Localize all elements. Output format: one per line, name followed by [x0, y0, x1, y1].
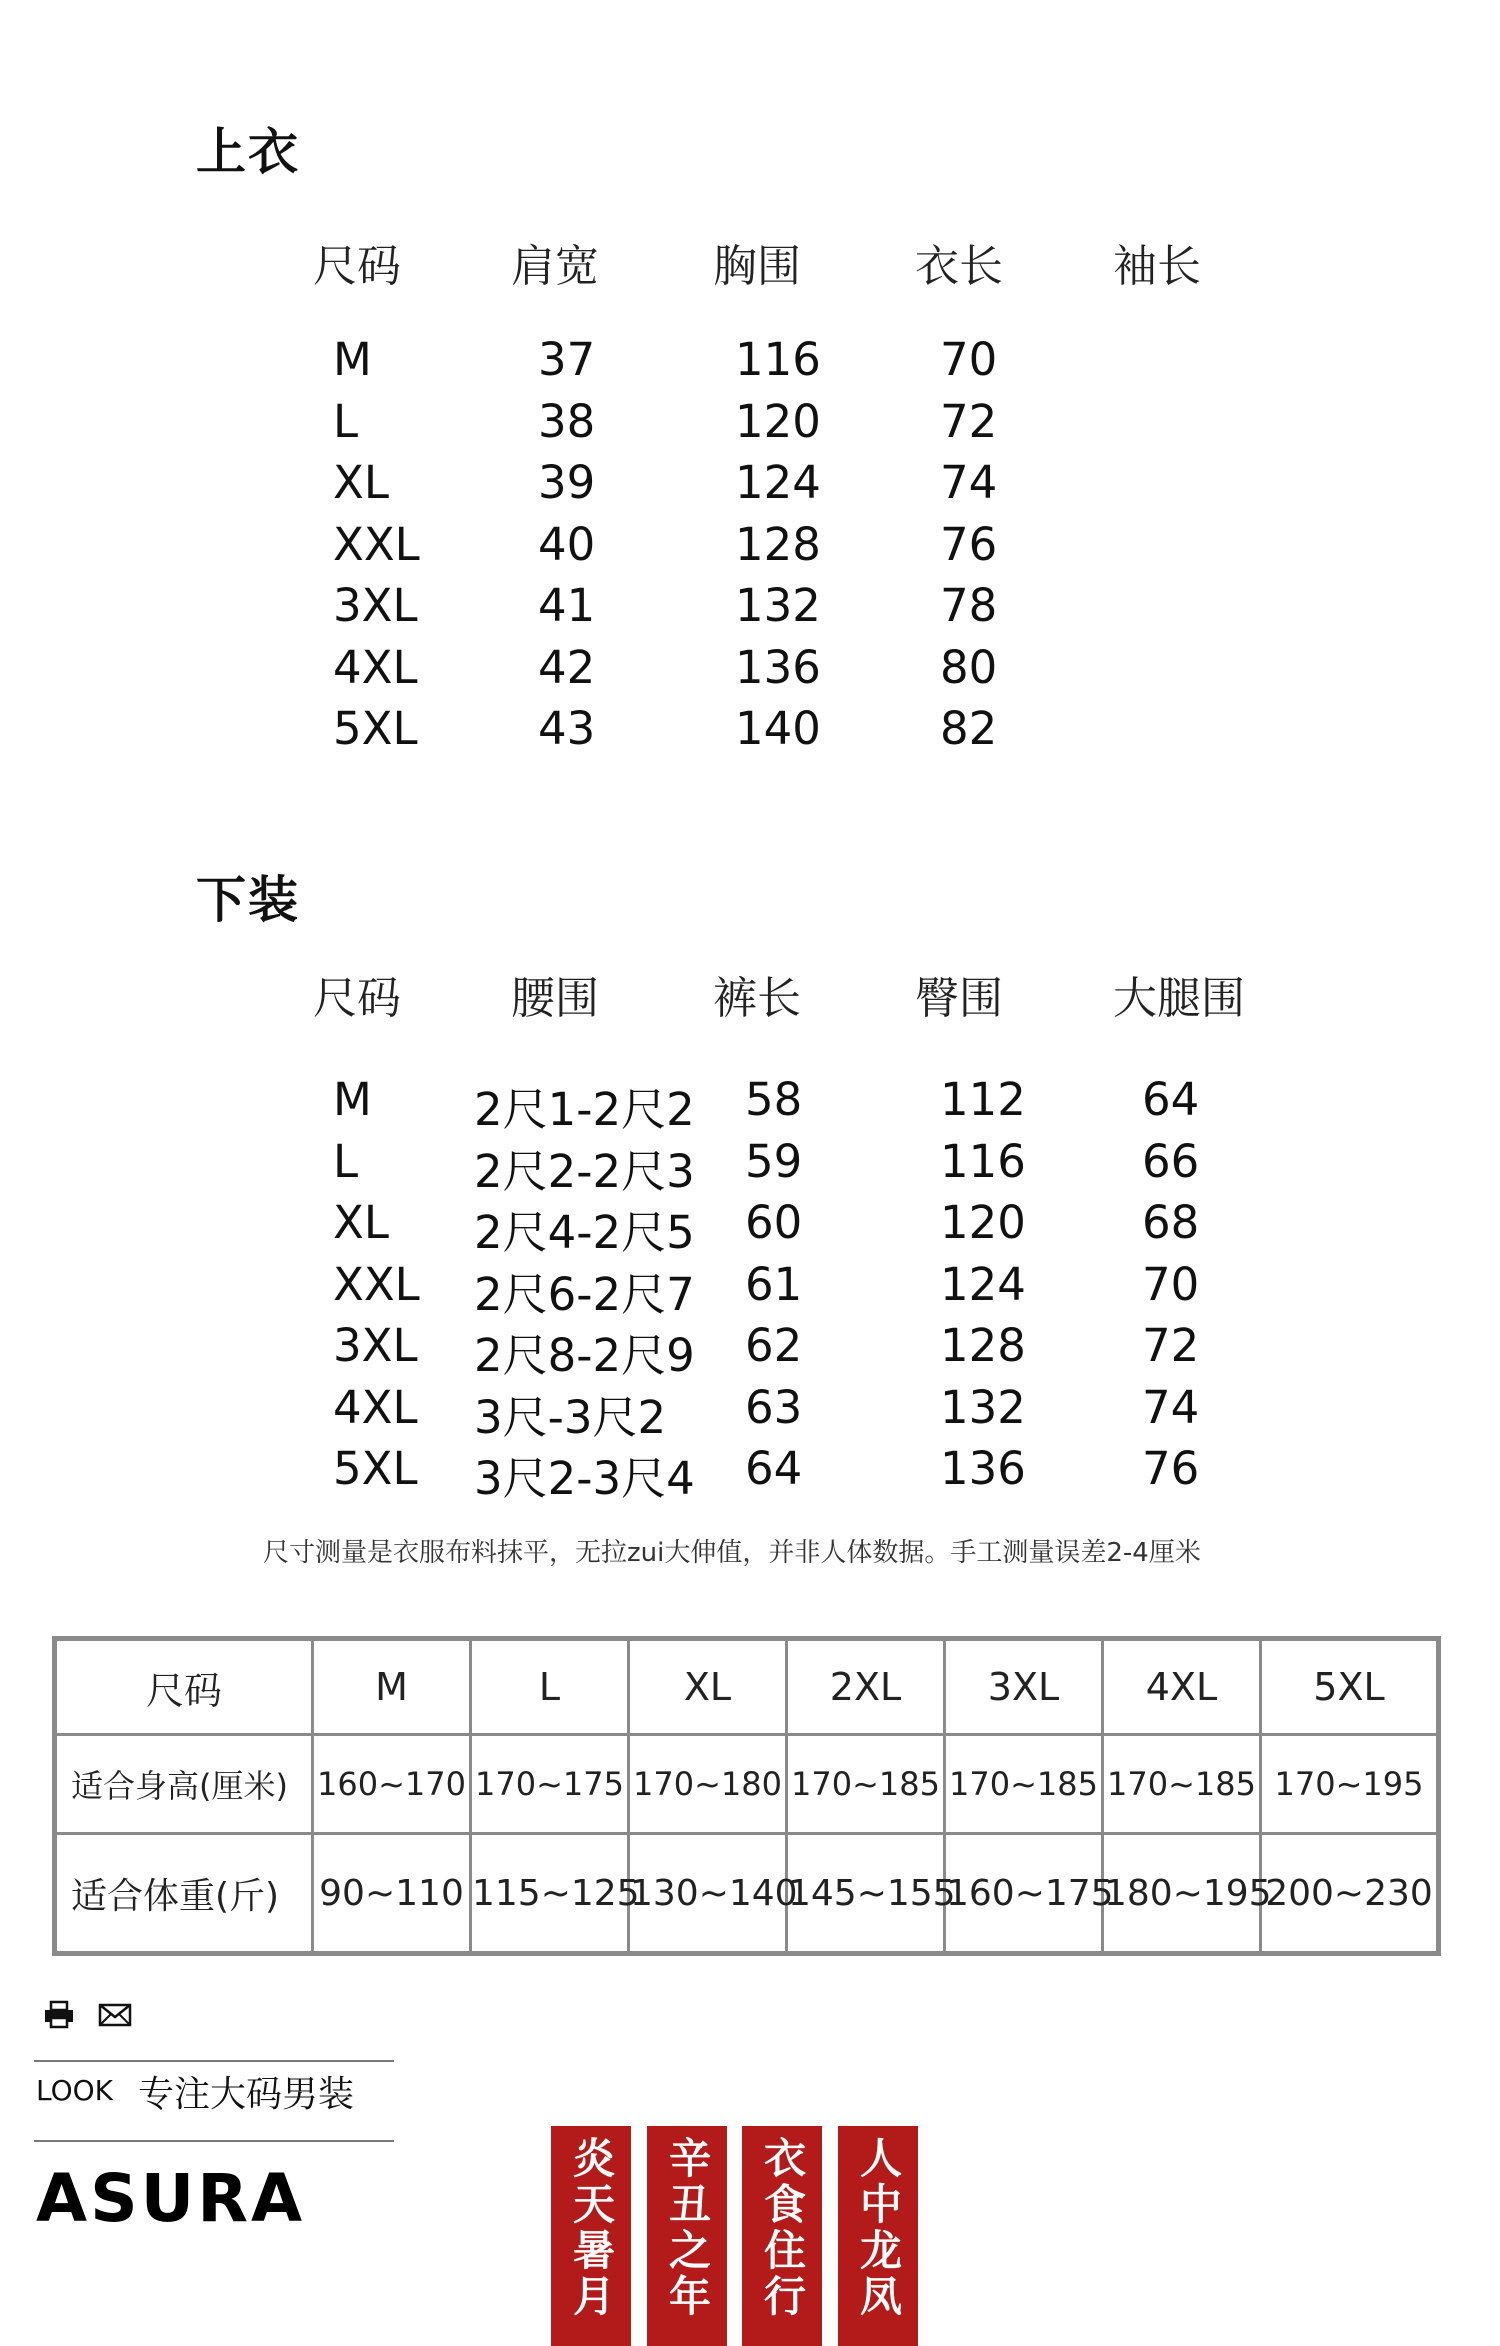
top-size-cell: 140 [735, 702, 821, 755]
footer-divider-top [34, 2060, 394, 2062]
fit-cell: 170~195 [1261, 1735, 1439, 1834]
bottom-header-thigh: 大腿围 [1113, 973, 1245, 1024]
bottom-size-cell: 70 [1142, 1257, 1200, 1311]
brand-logo: ASURA [36, 2160, 306, 2237]
top-size-cell: 136 [735, 640, 821, 694]
bottom-size-cell: 68 [1142, 1196, 1200, 1249]
fit-cell: 200~230 [1261, 1834, 1439, 1954]
fit-table-header-row [55, 1639, 1439, 1735]
top-size-cell: 74 [940, 456, 998, 509]
fit-header-cell: 4XL [1103, 1639, 1261, 1735]
bottom-size-cell: 3尺-3尺2 [474, 1390, 667, 1444]
top-size-cell: 82 [940, 702, 998, 755]
top-size-cell: 5XL [333, 702, 418, 755]
fit-cell: 145~155 [787, 1834, 945, 1954]
bottom-size-cell: 63 [745, 1380, 803, 1434]
bottom-header-waist: 腰围 [511, 973, 599, 1024]
top-header-chest: 胸围 [713, 241, 801, 292]
fit-row-label: 适合身高(厘米) [55, 1735, 313, 1834]
bottom-size-cell: 64 [745, 1442, 803, 1495]
fit-cell: 90~110 [313, 1834, 471, 1954]
bottom-size-cell: L [333, 1134, 359, 1188]
bottom-size-cell: 2尺2-2尺3 [474, 1144, 695, 1198]
bottom-section-title: 下装 [196, 871, 300, 929]
bottom-size-cell: 132 [940, 1380, 1026, 1434]
bottom-size-cell: 3尺2-3尺4 [474, 1452, 695, 1505]
fit-header-cell: 5XL [1261, 1639, 1439, 1735]
fit-cell: 170~180 [629, 1735, 787, 1834]
top-section-title: 上衣 [196, 123, 300, 181]
look-label: LOOK [36, 2074, 114, 2107]
brand-slogan: 专注大码男装 [138, 2074, 355, 2115]
bottom-size-cell: 61 [745, 1257, 803, 1311]
banner-1: 炎天暑月 [551, 2126, 631, 2346]
fit-header-cell: XL [629, 1639, 787, 1735]
top-size-cell: 3XL [333, 579, 418, 632]
fit-header-cell: 2XL [787, 1639, 945, 1735]
top-size-cell: 70 [940, 333, 998, 386]
banner-2: 辛丑之年 [647, 2126, 727, 2346]
top-size-cell: 116 [735, 333, 821, 386]
top-size-cell: 76 [940, 517, 998, 571]
top-size-cell: 38 [538, 394, 596, 448]
top-header-sleeve: 袖长 [1113, 241, 1201, 292]
bottom-size-cell: 112 [940, 1073, 1026, 1126]
top-size-cell: 42 [538, 640, 596, 694]
bottom-size-cell: 2尺8-2尺9 [474, 1329, 695, 1382]
top-size-cell: 39 [538, 456, 596, 509]
fit-header-cell: M [313, 1639, 471, 1735]
bottom-size-cell: 72 [1142, 1319, 1200, 1372]
bottom-size-cell: 58 [745, 1073, 803, 1126]
footer-divider-bottom [34, 2140, 394, 2142]
fit-table [52, 1636, 1441, 1956]
top-size-cell: 37 [538, 333, 596, 386]
bottom-size-cell: 116 [940, 1134, 1026, 1188]
bottom-size-cell: 66 [1142, 1134, 1200, 1188]
top-size-cell: 132 [735, 579, 821, 632]
top-header-length: 衣长 [915, 241, 1003, 292]
fit-row-label: 适合体重(斤) [55, 1834, 313, 1954]
fit-weight-row [55, 1834, 1439, 1954]
bottom-size-cell: 64 [1142, 1073, 1200, 1126]
bottom-size-cell: 2尺1-2尺2 [474, 1083, 695, 1136]
bottom-size-cell: 124 [940, 1257, 1026, 1311]
top-size-cell: 128 [735, 517, 821, 571]
bottom-size-cell: 2尺4-2尺5 [474, 1206, 695, 1259]
top-size-cell: 4XL [333, 640, 418, 694]
top-header-shoulder: 肩宽 [511, 241, 599, 292]
bottom-size-cell: 74 [1142, 1380, 1200, 1434]
bottom-size-cell: 5XL [333, 1442, 418, 1495]
bottom-size-cell: 2尺6-2尺7 [474, 1267, 695, 1321]
fit-cell: 115~125 [471, 1834, 629, 1954]
fit-cell: 160~170 [313, 1735, 471, 1834]
bottom-size-cell: 76 [1142, 1442, 1200, 1495]
fit-cell: 170~185 [1103, 1735, 1261, 1834]
bottom-size-cell: 120 [940, 1196, 1026, 1249]
measurement-note: 尺寸测量是衣服布料抹平，无拉zui大伸值，并非人体数据。手工测量误差2-4厘米 [263, 1538, 1201, 1568]
bottom-size-cell: 128 [940, 1319, 1026, 1372]
fit-header-cell: 3XL [945, 1639, 1103, 1735]
top-size-cell: 41 [538, 579, 596, 632]
bottom-header-pants-length: 裤长 [713, 973, 801, 1024]
top-size-cell: 72 [940, 394, 998, 448]
bottom-header-hip: 臀围 [915, 973, 1003, 1024]
banner-3: 衣食住行 [742, 2126, 822, 2346]
fit-cell: 170~185 [945, 1735, 1103, 1834]
top-size-cell: 78 [940, 579, 998, 632]
bottom-size-cell: XL [333, 1196, 389, 1249]
fit-cell: 170~175 [471, 1735, 629, 1834]
top-size-cell: XXL [333, 517, 420, 571]
top-size-cell: 80 [940, 640, 998, 694]
bottom-size-cell: M [333, 1073, 372, 1126]
top-header-size: 尺码 [313, 241, 401, 292]
bottom-header-size: 尺码 [313, 973, 401, 1024]
top-size-cell: M [333, 333, 372, 386]
bottom-size-cell: 4XL [333, 1380, 418, 1434]
fit-cell: 170~185 [787, 1735, 945, 1834]
top-size-cell: 120 [735, 394, 821, 448]
top-size-cell: 43 [538, 702, 596, 755]
banner-4: 人中龙凤 [838, 2126, 918, 2346]
top-size-cell: 124 [735, 456, 821, 509]
bottom-size-cell: 136 [940, 1442, 1026, 1495]
bottom-size-cell: XXL [333, 1257, 420, 1311]
mail-icon[interactable] [98, 2002, 132, 2032]
fit-height-row [55, 1735, 1439, 1834]
top-size-cell: XL [333, 456, 389, 509]
fit-cell: 160~175 [945, 1834, 1103, 1954]
fit-cell: 130~140 [629, 1834, 787, 1954]
fit-header-cell: L [471, 1639, 629, 1735]
fit-header-cell: 尺码 [55, 1639, 313, 1735]
bottom-size-cell: 62 [745, 1319, 803, 1372]
bottom-size-cell: 59 [745, 1134, 803, 1188]
bottom-size-cell: 3XL [333, 1319, 418, 1372]
top-size-cell: L [333, 394, 359, 448]
top-size-cell: 40 [538, 517, 596, 571]
bottom-size-cell: 60 [745, 1196, 803, 1249]
print-icon[interactable] [42, 2000, 76, 2030]
fit-cell: 180~195 [1103, 1834, 1261, 1954]
